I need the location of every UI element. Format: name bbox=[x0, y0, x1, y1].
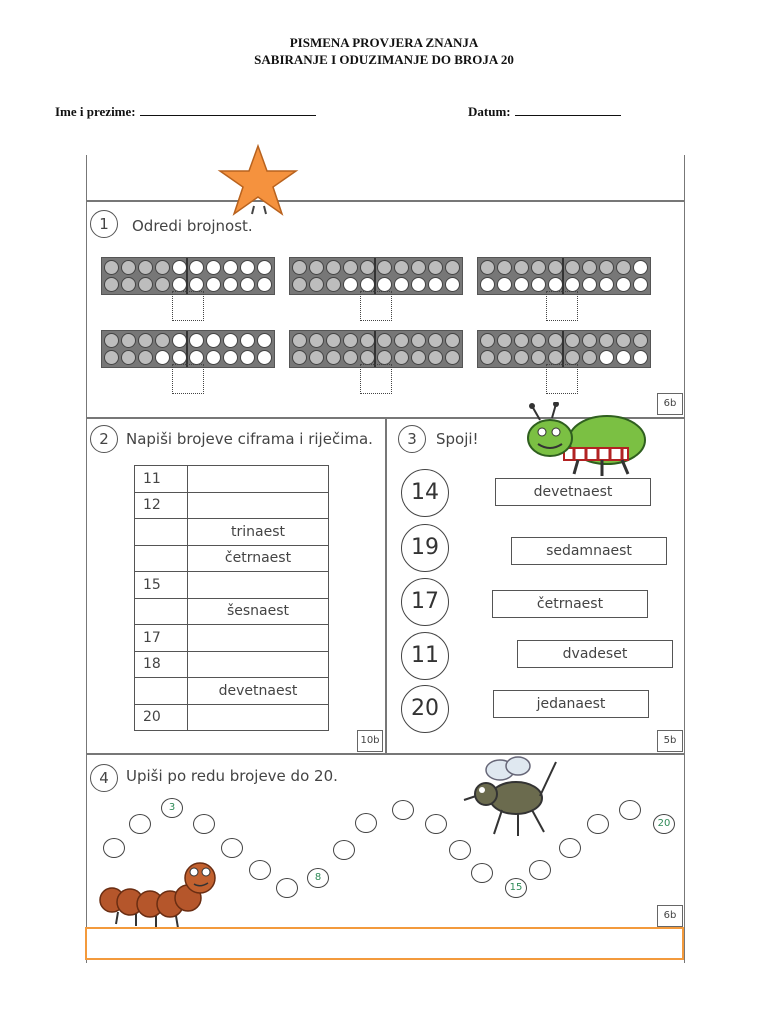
frame-divider bbox=[186, 258, 188, 294]
counter-circle bbox=[206, 277, 221, 292]
table-row bbox=[135, 519, 329, 546]
worksheet-title: PISMENA PROVJERA ZNANJA bbox=[289, 35, 479, 50]
table-row bbox=[135, 598, 329, 625]
counter-circle bbox=[257, 260, 272, 275]
counter-circle bbox=[155, 333, 170, 348]
counter-circle bbox=[292, 350, 307, 365]
section-1-title: Odredi brojnost. bbox=[132, 217, 253, 235]
section-3-number: 3 bbox=[398, 425, 426, 453]
chain-circle[interactable] bbox=[249, 860, 271, 880]
digit-cell[interactable]: 12 bbox=[135, 492, 188, 519]
counter-circle bbox=[138, 277, 153, 292]
chain-circle[interactable]: 3 bbox=[161, 798, 183, 818]
counter-circle bbox=[155, 350, 170, 365]
counter-circle bbox=[599, 333, 614, 348]
chain-circle[interactable] bbox=[471, 863, 493, 883]
counter-circle bbox=[257, 333, 272, 348]
counter-circle bbox=[377, 350, 392, 365]
table-row bbox=[135, 492, 329, 519]
counter-circle bbox=[360, 277, 375, 292]
digit-cell[interactable] bbox=[135, 678, 188, 705]
counter-circle bbox=[172, 277, 187, 292]
counter-circle bbox=[394, 350, 409, 365]
counter-circle bbox=[206, 350, 221, 365]
chain-circle[interactable]: 8 bbox=[307, 868, 329, 888]
counter-circle bbox=[104, 350, 119, 365]
word-cell[interactable] bbox=[188, 466, 329, 493]
section-2-number: 2 bbox=[90, 425, 118, 453]
star-icon bbox=[216, 144, 300, 216]
answer-box[interactable] bbox=[546, 291, 578, 321]
number-circle[interactable]: 19 bbox=[401, 524, 449, 572]
counter-circle bbox=[633, 350, 648, 365]
counter-circle bbox=[104, 277, 119, 292]
word-box[interactable]: devetnaest bbox=[495, 478, 651, 506]
counter-circle bbox=[514, 333, 529, 348]
counter-circle bbox=[172, 350, 187, 365]
counter-circle bbox=[428, 350, 443, 365]
counter-circle bbox=[343, 350, 358, 365]
counter-circle bbox=[599, 350, 614, 365]
counter-circle bbox=[138, 350, 153, 365]
counter-circle bbox=[582, 260, 597, 275]
counter-circle bbox=[531, 350, 546, 365]
chain-circle[interactable] bbox=[619, 800, 641, 820]
counter-circle bbox=[326, 260, 341, 275]
counter-circle bbox=[565, 277, 580, 292]
fly-icon bbox=[460, 752, 560, 842]
date-blank[interactable] bbox=[515, 103, 621, 116]
section-4-points: 6b bbox=[657, 905, 683, 927]
chain-circle[interactable] bbox=[355, 813, 377, 833]
counter-circle bbox=[377, 333, 392, 348]
ten-frame bbox=[101, 257, 275, 295]
section-2-points: 10b bbox=[357, 730, 383, 752]
counter-circle bbox=[121, 333, 136, 348]
worksheet-subtitle: SABIRANJE I ODUZIMANJE DO BROJA 20 bbox=[254, 52, 514, 67]
digit-cell[interactable]: 20 bbox=[135, 704, 188, 731]
counter-circle bbox=[445, 333, 460, 348]
counter-circle bbox=[548, 333, 563, 348]
counter-circle bbox=[428, 277, 443, 292]
answer-box[interactable] bbox=[546, 364, 578, 394]
word-box[interactable]: četrnaest bbox=[492, 590, 648, 618]
counter-circle bbox=[189, 333, 204, 348]
word-cell[interactable]: četrnaest bbox=[188, 545, 329, 572]
counter-circle bbox=[565, 350, 580, 365]
section-3-title: Spoji! bbox=[436, 430, 479, 448]
chain-circle[interactable] bbox=[559, 838, 581, 858]
frame-divider bbox=[562, 258, 564, 294]
section-3-points: 5b bbox=[657, 730, 683, 752]
digit-cell[interactable]: 11 bbox=[135, 466, 188, 493]
word-box[interactable]: sedamnaest bbox=[511, 537, 667, 565]
digit-cell[interactable]: 15 bbox=[135, 572, 188, 599]
counter-circle bbox=[411, 333, 426, 348]
chain-circle[interactable] bbox=[587, 814, 609, 834]
counter-circle bbox=[394, 260, 409, 275]
date-field bbox=[468, 103, 621, 120]
section-4-number: 4 bbox=[90, 764, 118, 792]
counter-circle bbox=[394, 277, 409, 292]
counter-circle bbox=[633, 277, 648, 292]
counter-circle bbox=[360, 350, 375, 365]
counter-circle bbox=[394, 333, 409, 348]
number-circle[interactable]: 11 bbox=[401, 632, 449, 680]
counter-circle bbox=[514, 260, 529, 275]
chain-circle[interactable] bbox=[103, 838, 125, 858]
answer-box[interactable] bbox=[172, 291, 204, 321]
counter-circle bbox=[343, 260, 358, 275]
chain-circle[interactable] bbox=[425, 814, 447, 834]
counter-circle bbox=[531, 260, 546, 275]
table-row bbox=[135, 466, 329, 493]
counter-circle bbox=[189, 350, 204, 365]
worm-icon bbox=[98, 858, 224, 930]
counter-circle bbox=[497, 350, 512, 365]
counter-circle bbox=[548, 350, 563, 365]
frame-divider bbox=[374, 258, 376, 294]
digit-cell[interactable] bbox=[135, 519, 188, 546]
counter-circle bbox=[548, 277, 563, 292]
word-cell[interactable]: trinaest bbox=[188, 519, 329, 546]
digit-cell[interactable]: 17 bbox=[135, 625, 188, 652]
counter-circle bbox=[240, 277, 255, 292]
counter-circle bbox=[565, 333, 580, 348]
number-circle[interactable]: 20 bbox=[401, 685, 449, 733]
divider bbox=[385, 417, 387, 754]
answer-box[interactable] bbox=[172, 364, 204, 394]
counter-circle bbox=[514, 350, 529, 365]
counter-circle bbox=[445, 277, 460, 292]
chain-circle[interactable] bbox=[392, 800, 414, 820]
table-row bbox=[135, 704, 329, 731]
counter-circle bbox=[257, 350, 272, 365]
counter-circle bbox=[223, 350, 238, 365]
counter-circle bbox=[257, 277, 272, 292]
table-row bbox=[135, 625, 329, 652]
counter-circle bbox=[138, 333, 153, 348]
counter-circle bbox=[497, 277, 512, 292]
counter-circle bbox=[616, 277, 631, 292]
counter-circle bbox=[480, 333, 495, 348]
counter-circle bbox=[497, 260, 512, 275]
counter-circle bbox=[206, 333, 221, 348]
section-2-title: Napiši brojeve ciframa i riječima. bbox=[126, 430, 373, 448]
counter-circle bbox=[206, 260, 221, 275]
frame-divider bbox=[186, 331, 188, 367]
counter-circle bbox=[377, 277, 392, 292]
counter-circle bbox=[343, 277, 358, 292]
chain-circle[interactable] bbox=[333, 840, 355, 860]
counter-circle bbox=[104, 260, 119, 275]
date-label: Datum: bbox=[468, 104, 511, 119]
counter-circle bbox=[326, 333, 341, 348]
counter-circle bbox=[360, 260, 375, 275]
ten-frame bbox=[289, 257, 463, 295]
counter-circle bbox=[172, 260, 187, 275]
counter-circle bbox=[189, 260, 204, 275]
counter-circle bbox=[445, 350, 460, 365]
counter-circle bbox=[411, 277, 426, 292]
number-circle[interactable]: 17 bbox=[401, 578, 449, 626]
counter-circle bbox=[582, 350, 597, 365]
counter-circle bbox=[343, 333, 358, 348]
table-row bbox=[135, 545, 329, 572]
counter-circle bbox=[548, 260, 563, 275]
word-cell[interactable] bbox=[188, 492, 329, 519]
counter-circle bbox=[616, 260, 631, 275]
counter-circle bbox=[565, 260, 580, 275]
word-cell[interactable] bbox=[188, 704, 329, 731]
name-label: Ime i prezime: bbox=[55, 104, 136, 119]
counter-circle bbox=[292, 277, 307, 292]
counter-circle bbox=[480, 350, 495, 365]
counter-circle bbox=[240, 333, 255, 348]
counter-circle bbox=[497, 333, 512, 348]
counter-circle bbox=[326, 350, 341, 365]
counter-circle bbox=[138, 260, 153, 275]
word-box[interactable]: dvadeset bbox=[517, 640, 673, 668]
chain-circle[interactable] bbox=[221, 838, 243, 858]
counter-circle bbox=[480, 277, 495, 292]
counter-circle bbox=[155, 277, 170, 292]
counter-circle bbox=[531, 277, 546, 292]
chain-circle[interactable] bbox=[529, 860, 551, 880]
frame-divider bbox=[562, 331, 564, 367]
counter-circle bbox=[121, 260, 136, 275]
ten-frame bbox=[101, 330, 275, 368]
chain-circle[interactable]: 15 bbox=[505, 878, 527, 898]
counter-circle bbox=[121, 350, 136, 365]
table-row bbox=[135, 651, 329, 678]
counter-circle bbox=[104, 333, 119, 348]
counter-circle bbox=[326, 277, 341, 292]
name-field bbox=[55, 103, 316, 120]
word-cell[interactable] bbox=[188, 651, 329, 678]
section-1-number: 1 bbox=[90, 210, 118, 238]
counter-circle bbox=[616, 350, 631, 365]
table-row bbox=[135, 572, 329, 599]
number-circle[interactable]: 14 bbox=[401, 469, 449, 517]
section-4-title: Upiši po redu brojeve do 20. bbox=[126, 767, 338, 785]
ten-frame bbox=[477, 257, 651, 295]
counter-circle bbox=[223, 333, 238, 348]
counter-circle bbox=[599, 277, 614, 292]
counter-circle bbox=[411, 350, 426, 365]
counter-circle bbox=[240, 260, 255, 275]
chain-circle[interactable]: 20 bbox=[653, 814, 675, 834]
ten-frame bbox=[289, 330, 463, 368]
counter-circle bbox=[292, 333, 307, 348]
counter-circle bbox=[240, 350, 255, 365]
counter-circle bbox=[411, 260, 426, 275]
counter-circle bbox=[155, 260, 170, 275]
counter-circle bbox=[223, 260, 238, 275]
digit-cell[interactable]: 18 bbox=[135, 651, 188, 678]
chain-circle[interactable] bbox=[449, 840, 471, 860]
counter-circle bbox=[377, 260, 392, 275]
digit-cell[interactable] bbox=[135, 598, 188, 625]
counter-circle bbox=[360, 333, 375, 348]
name-blank[interactable] bbox=[140, 103, 316, 116]
counter-circle bbox=[633, 260, 648, 275]
counter-circle bbox=[582, 333, 597, 348]
ten-frame bbox=[477, 330, 651, 368]
counter-circle bbox=[616, 333, 631, 348]
word-box[interactable]: jedanaest bbox=[493, 690, 649, 718]
counter-circle bbox=[309, 260, 324, 275]
divider bbox=[86, 200, 684, 202]
counter-circle bbox=[531, 333, 546, 348]
counter-circle bbox=[582, 277, 597, 292]
table-row bbox=[135, 678, 329, 705]
counter-circle bbox=[633, 333, 648, 348]
counter-circle bbox=[189, 277, 204, 292]
counter-circle bbox=[428, 333, 443, 348]
counter-circle bbox=[121, 277, 136, 292]
counter-circle bbox=[309, 333, 324, 348]
answer-box[interactable] bbox=[360, 364, 392, 394]
word-cell[interactable]: šesnaest bbox=[188, 598, 329, 625]
chain-circle[interactable] bbox=[276, 878, 298, 898]
counter-circle bbox=[514, 277, 529, 292]
digit-cell[interactable] bbox=[135, 545, 188, 572]
counter-circle bbox=[428, 260, 443, 275]
green-bug-icon bbox=[522, 402, 654, 482]
counter-circle bbox=[309, 277, 324, 292]
section-1-points: 6b bbox=[657, 393, 683, 415]
counter-circle bbox=[309, 350, 324, 365]
word-cell[interactable]: devetnaest bbox=[188, 678, 329, 705]
answer-box[interactable] bbox=[360, 291, 392, 321]
chain-circle[interactable] bbox=[193, 814, 215, 834]
number-table bbox=[134, 465, 329, 731]
counter-circle bbox=[172, 333, 187, 348]
counter-circle bbox=[480, 260, 495, 275]
counter-circle bbox=[599, 260, 614, 275]
counter-circle bbox=[445, 260, 460, 275]
frame-divider bbox=[374, 331, 376, 367]
word-cell[interactable] bbox=[188, 625, 329, 652]
counter-circle bbox=[223, 277, 238, 292]
counter-circle bbox=[292, 260, 307, 275]
word-cell[interactable] bbox=[188, 572, 329, 599]
chain-circle[interactable] bbox=[129, 814, 151, 834]
answer-highlight-box[interactable] bbox=[85, 927, 684, 960]
